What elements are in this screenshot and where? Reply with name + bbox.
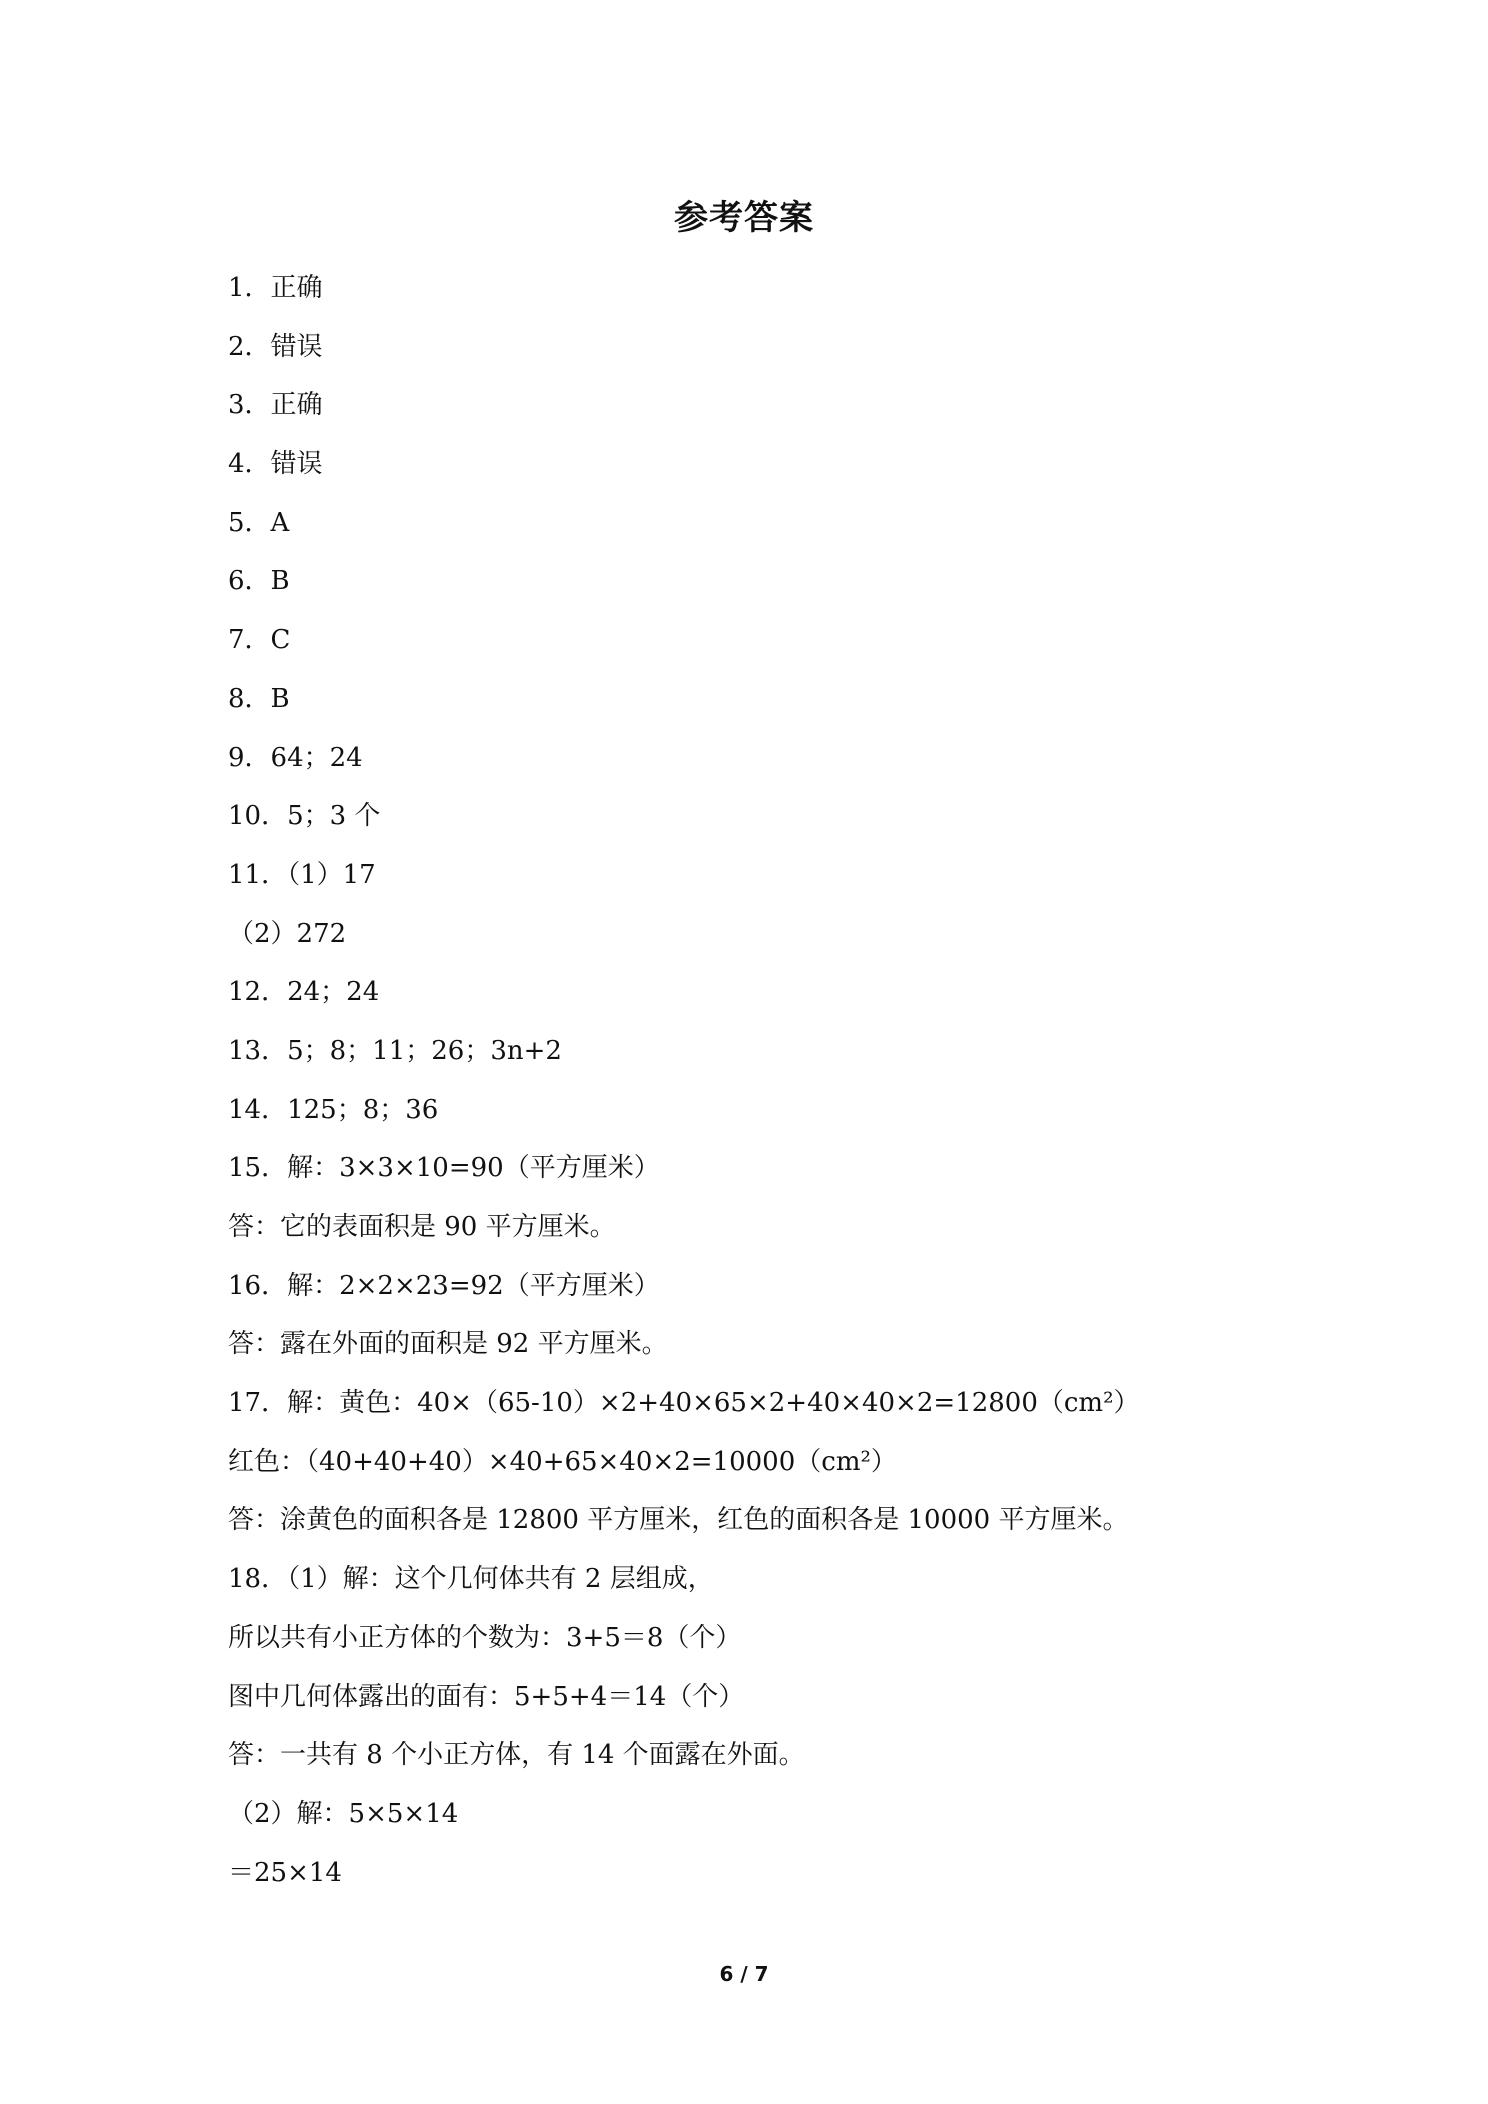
answer-line-18-part-2: （2）解：5×5×14 [228, 1798, 459, 1829]
answer-line-16-answer: 答：露在外面的面积是 92 平方厘米。 [228, 1329, 668, 1360]
answer-line-12: 12．24；24 [228, 977, 380, 1008]
answer-list [228, 268, 1288, 1911]
answer-line-17-red: 红色：（40+40+40）×40+65×40×2=10000（cm²） [228, 1446, 897, 1477]
answer-line-2: 2．错误 [228, 331, 323, 362]
answer-line-18-faces: 图中几何体露出的面有：5+5+4＝14（个） [228, 1681, 745, 1712]
answer-line-17-answer: 答：涂黄色的面积各是 12800 平方厘米，红色的面积各是 10000 平方厘米。 [228, 1505, 1129, 1536]
answer-line-4: 4．错误 [228, 449, 323, 480]
answer-line-15-solution: 15．解：3×3×10=90（平方厘米） [228, 1153, 660, 1184]
answer-line-16-solution: 16．解：2×2×23=92（平方厘米） [228, 1270, 660, 1301]
answer-line-6: 6．B [228, 566, 290, 597]
page-title: 参考答案 [674, 198, 814, 238]
answer-line-15-answer: 答：它的表面积是 90 平方厘米。 [228, 1212, 616, 1242]
page-number: 6 / 7 [719, 1962, 769, 1986]
answer-line-14: 14．125；8；36 [228, 1094, 439, 1125]
answer-line-18-count: 所以共有小正方体的个数为：3+5＝8（个） [228, 1622, 742, 1653]
answer-line-18-answer: 答：一共有 8 个小正方体，有 14 个面露在外面。 [228, 1740, 805, 1771]
answer-line-13: 13．5；8；11；26；3n+2 [228, 1035, 562, 1066]
answer-line-18-part-1: 18．（1）解：这个几何体共有 2 层组成， [228, 1564, 714, 1595]
answer-line-10: 10．5；3 个 [228, 801, 381, 832]
answer-line-18-step: ＝25×14 [228, 1857, 342, 1888]
answer-line-11-part-2: （2）272 [228, 918, 347, 949]
answer-line-11-part-1: 11．（1）17 [228, 859, 376, 890]
answer-line-17-yellow: 17．解：黄色：40×（65-10）×2+40×65×2+40×40×2=12800（cm²） [228, 1388, 1140, 1419]
answer-line-8: 8．B [228, 683, 290, 714]
answer-line-9: 9．64；24 [228, 742, 363, 773]
answer-line-3: 3．正确 [228, 390, 323, 421]
answer-line-7: 7．C [228, 625, 291, 656]
answer-line-1: 1．正确 [228, 273, 323, 303]
answer-line-5: 5．A [228, 507, 290, 538]
